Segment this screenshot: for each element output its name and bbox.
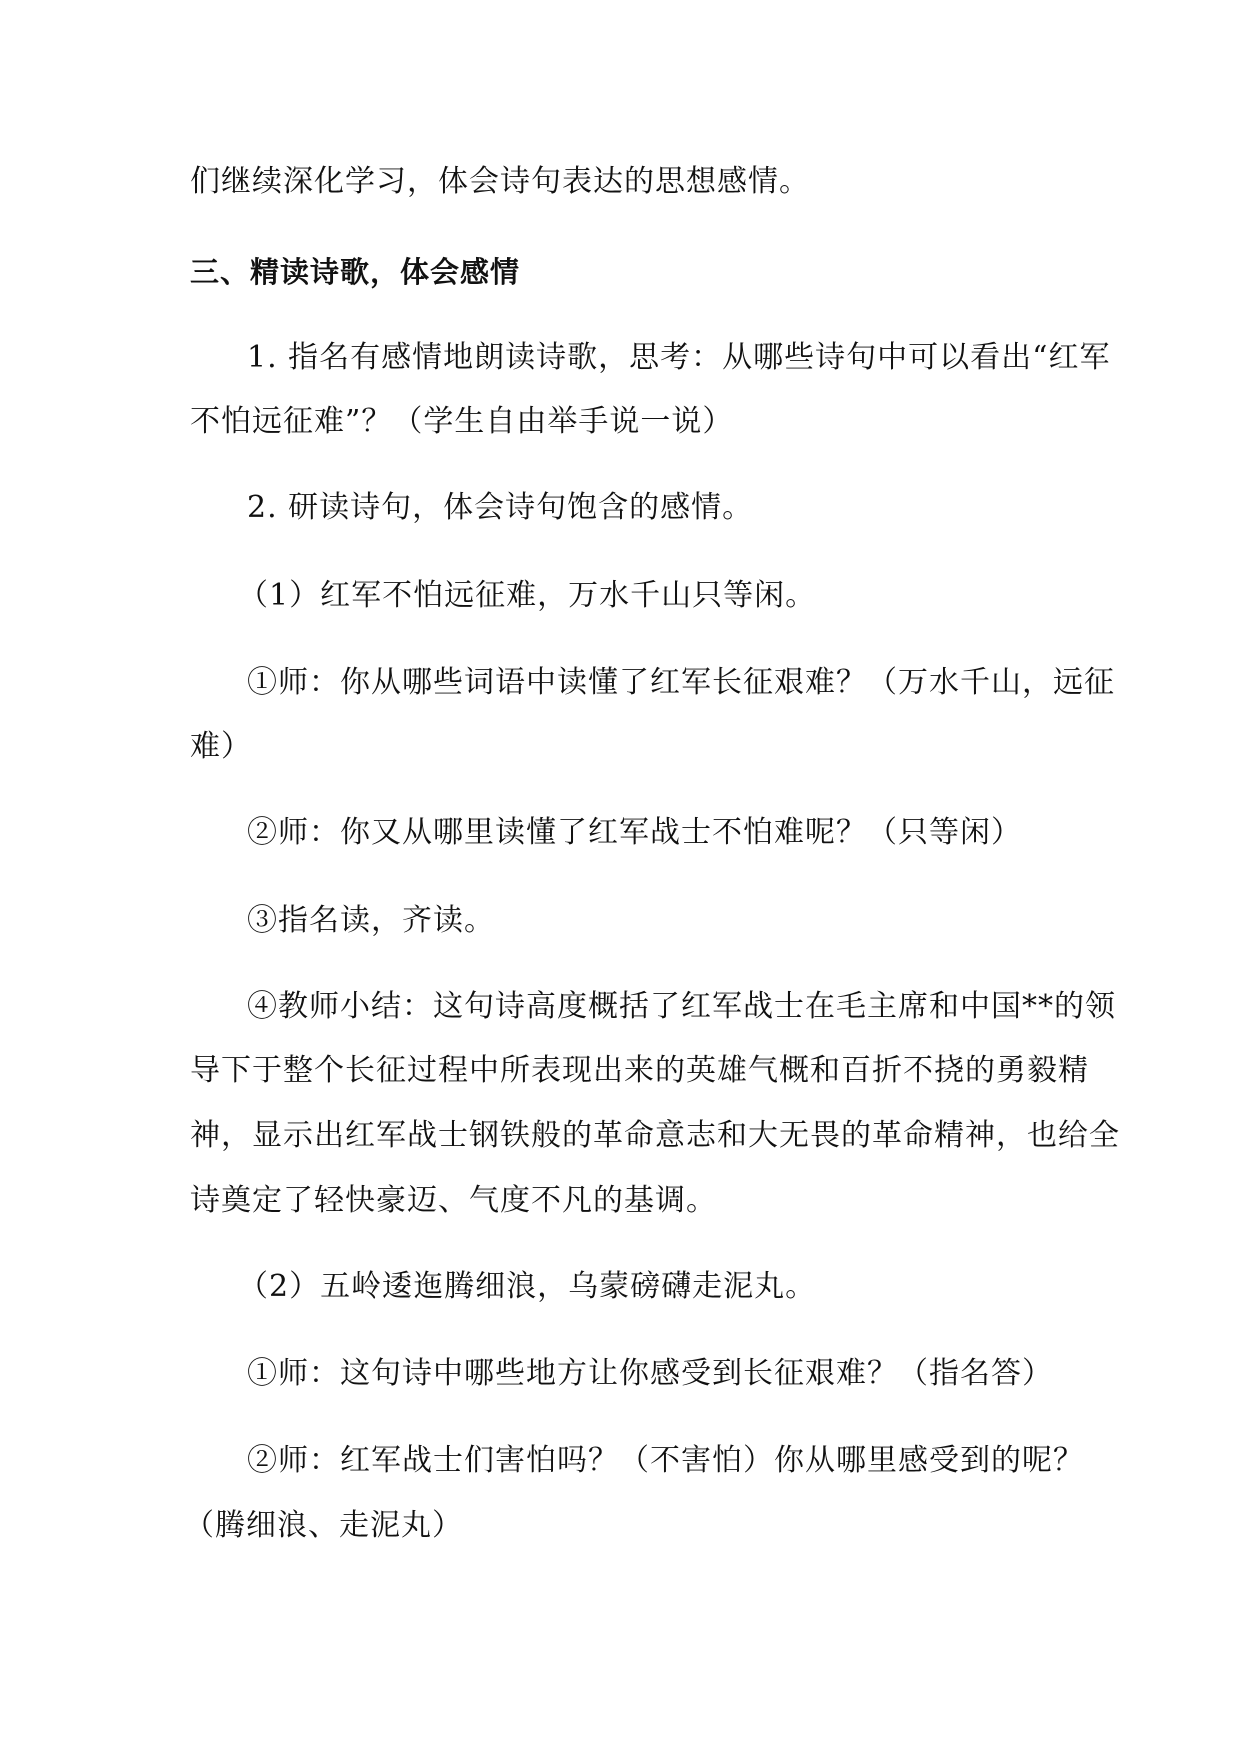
- paragraph-line: 难）: [190, 729, 252, 764]
- paragraph-line: 们继续深化学习，体会诗句表达的思想感情。: [190, 164, 810, 199]
- paragraph-line: ②师：你又从哪里读懂了红军战士不怕难呢？（只等闲）: [247, 815, 1022, 850]
- poem-line-heading: （2）五岭逶迤腾细浪，乌蒙磅礴走泥丸。: [238, 1269, 817, 1304]
- paragraph-line: 2. 研读诗句，体会诗句饱含的感情。: [247, 490, 754, 525]
- paragraph-line: 不怕远征难”？（学生自由举手说一说）: [190, 404, 734, 439]
- section-heading: 三、精读诗歌，体会感情: [190, 255, 521, 289]
- poem-line-heading: （1）红军不怕远征难，万水千山只等闲。: [238, 578, 817, 613]
- paragraph-line: 1. 指名有感情地朗读诗歌，思考：从哪些诗句中可以看出“红军: [247, 340, 1111, 375]
- paragraph-line: 诗奠定了轻快豪迈、气度不凡的基调。: [190, 1183, 717, 1218]
- paragraph-line: 神，显示出红军战士钢铁般的革命意志和大无畏的革命精神，也给全: [190, 1118, 1120, 1153]
- paragraph-line: ①师：这句诗中哪些地方让你感受到长征艰难？（指名答）: [247, 1356, 1053, 1391]
- paragraph-line: （腾细浪、走泥丸）: [184, 1508, 463, 1543]
- paragraph-line: ②师：红军战士们害怕吗？（不害怕）你从哪里感受到的呢？: [247, 1443, 1084, 1478]
- paragraph-line: ③指名读，齐读。: [247, 903, 495, 938]
- paragraph-line: ①师：你从哪些词语中读懂了红军长征艰难？（万水千山，远征: [247, 665, 1115, 700]
- paragraph-line: ④教师小结：这句诗高度概括了红军战士在毛主席和中国**的领: [247, 989, 1116, 1024]
- paragraph-line: 导下于整个长征过程中所表现出来的英雄气概和百折不挠的勇毅精: [190, 1053, 1089, 1088]
